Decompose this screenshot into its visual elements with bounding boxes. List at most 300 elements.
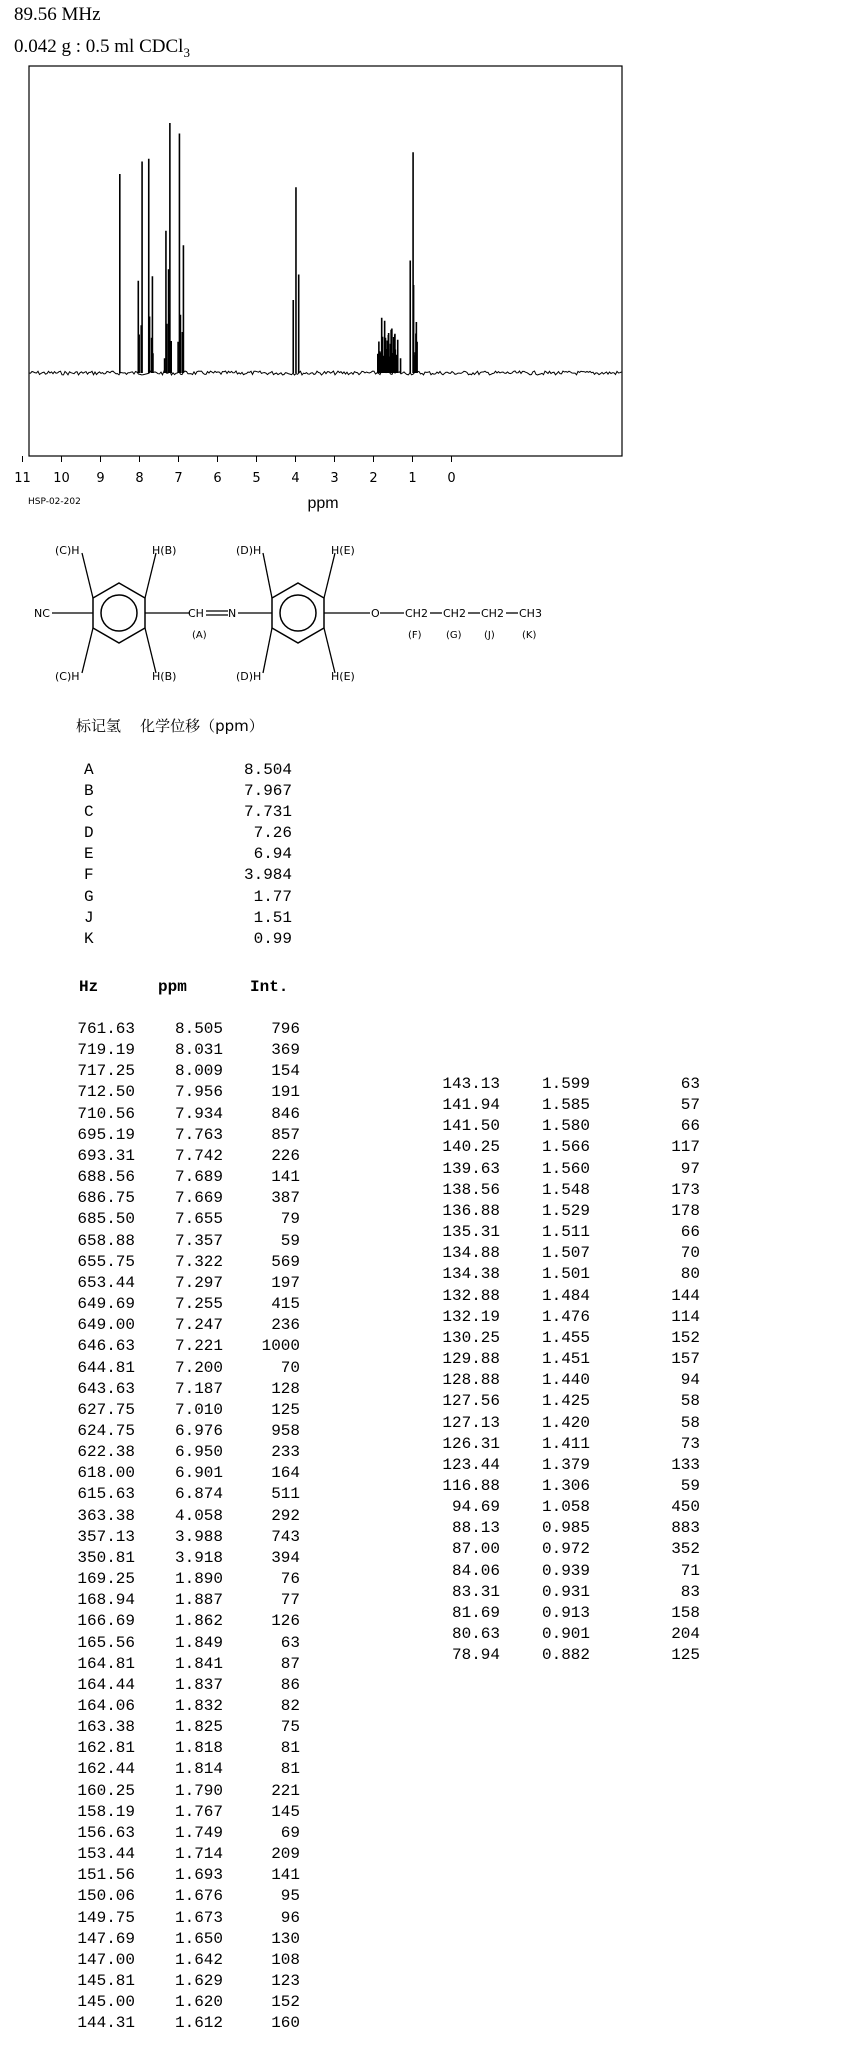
- peak-ppm: 1.642: [174, 1950, 223, 1969]
- peak-ppm: 6.976: [174, 1421, 223, 1440]
- peak-int: 511: [271, 1485, 300, 1504]
- peak-ppm: 8.031: [174, 1041, 223, 1060]
- peak-ppm: 1.887: [174, 1591, 223, 1610]
- peak-row: [0, 1802, 310, 1823]
- peak-int: 191: [271, 1083, 300, 1102]
- peak-ppm: 8.009: [174, 1062, 223, 1081]
- peak-row: [0, 1950, 310, 1971]
- peak-hz: 138.56: [442, 1180, 500, 1199]
- peak-ppm: 7.742: [174, 1146, 223, 1165]
- shift-row-label: J: [84, 908, 94, 927]
- peak-int: 569: [271, 1252, 300, 1271]
- peak-hz: 88.13: [451, 1519, 500, 1538]
- peak-hz: 143.13: [442, 1075, 500, 1093]
- peak-int: 352: [671, 1540, 700, 1559]
- peak-row: [0, 1104, 310, 1125]
- peak-hz: 127.13: [442, 1413, 500, 1432]
- peak-ppm: 0.931: [541, 1582, 590, 1601]
- peak-hz: 643.63: [77, 1379, 135, 1398]
- peak-hz: 144.31: [77, 2014, 135, 2033]
- peak-ppm: 1.511: [541, 1223, 590, 1242]
- peak-hz: 149.75: [77, 1908, 135, 1927]
- peak-ppm: 1.420: [541, 1413, 590, 1432]
- peak-hz: 164.44: [77, 1675, 135, 1694]
- peak-hz: 87.00: [451, 1540, 500, 1559]
- peak-ppm: 1.548: [541, 1180, 590, 1199]
- peak-row: [0, 1865, 310, 1886]
- peak-int: 117: [671, 1138, 700, 1157]
- peak-ppm: 1.585: [541, 1096, 590, 1115]
- shift-row-value: 6.94: [253, 845, 292, 864]
- peak-int: 59: [280, 1231, 300, 1250]
- peak-ppm: 7.297: [174, 1273, 223, 1292]
- benzene-ring-left: [93, 583, 145, 643]
- peak-hz: 162.44: [77, 1760, 135, 1779]
- peak-hz: 719.19: [77, 1041, 135, 1060]
- peak-row: [0, 1654, 310, 1675]
- peak-row: [0, 1590, 310, 1611]
- shift-row-value: 1.51: [253, 908, 292, 927]
- peak-int: 76: [280, 1570, 300, 1589]
- peak-hz: 168.94: [77, 1591, 135, 1610]
- peak-row: [0, 1717, 310, 1738]
- peak-int: 58: [680, 1392, 700, 1411]
- peak-hz: 646.63: [77, 1337, 135, 1356]
- peak-row: [0, 1548, 310, 1569]
- shift-row-value: 8.504: [243, 761, 292, 779]
- peak-int: 77: [280, 1591, 300, 1610]
- peak-row: [400, 1603, 710, 1624]
- peak-ppm: 1.507: [541, 1244, 590, 1263]
- peak-hz: 618.00: [77, 1464, 135, 1483]
- h-label-e-bottom: H(E): [331, 670, 355, 683]
- peak-row: [0, 1781, 310, 1802]
- peak-ppm: 1.451: [541, 1350, 590, 1369]
- peak-int: 125: [271, 1400, 300, 1419]
- peak-int: 81: [280, 1760, 300, 1779]
- peak-int: 883: [671, 1519, 700, 1538]
- peak-row: [0, 1929, 310, 1950]
- peak-row: [400, 1264, 710, 1285]
- shift-row-label: G: [84, 887, 94, 906]
- peak-row: [400, 1476, 710, 1497]
- peak-ppm: 1.560: [541, 1159, 590, 1178]
- peak-table-column-1: [0, 1019, 310, 2035]
- peak-int: 123: [271, 1972, 300, 1991]
- peak-int: 209: [271, 1845, 300, 1864]
- peak-int: 125: [671, 1646, 700, 1665]
- peak-row: [400, 1497, 710, 1518]
- peak-hz: 710.56: [77, 1104, 135, 1123]
- peak-ppm: 6.901: [174, 1464, 223, 1483]
- x-axis-label: ppm: [307, 495, 339, 512]
- shift-row-label: C: [84, 803, 94, 822]
- peak-row: [0, 1146, 310, 1167]
- x-tick-label: 3: [330, 471, 339, 486]
- shift-row: [76, 908, 292, 929]
- peak-row: [0, 1082, 310, 1103]
- peak-ppm: 1.411: [541, 1434, 590, 1453]
- peak-int: 145: [271, 1802, 300, 1821]
- peak-int: 94: [680, 1371, 700, 1390]
- peak-int: 958: [271, 1421, 300, 1440]
- peak-row: [0, 1167, 310, 1188]
- peak-ppm: 3.988: [174, 1527, 223, 1546]
- peak-hz: 80.63: [451, 1625, 500, 1644]
- peak-hz: 147.69: [77, 1929, 135, 1948]
- peak-ppm: 3.918: [174, 1548, 223, 1567]
- peak-ppm: 0.972: [541, 1540, 590, 1559]
- peak-hz: 145.00: [77, 1993, 135, 2012]
- peak-ppm: 1.440: [541, 1371, 590, 1390]
- shift-row-label: A: [84, 761, 94, 779]
- nmr-spectrum-chart: [0, 60, 850, 520]
- sub-label-g: (G): [446, 630, 462, 641]
- peak-hz: 169.25: [77, 1570, 135, 1589]
- peak-hz: 126.31: [442, 1434, 500, 1453]
- x-tick-label: 0: [447, 471, 456, 486]
- spectrometer-frequency: 89.56 MHz: [14, 4, 101, 25]
- peak-ppm: 7.956: [174, 1083, 223, 1102]
- peak-row: [400, 1137, 710, 1158]
- shift-row: [76, 802, 292, 823]
- sub-label-k: (K): [522, 630, 537, 641]
- peak-hz: 162.81: [77, 1739, 135, 1758]
- peak-row: [400, 1455, 710, 1476]
- shift-row-label: F: [84, 866, 94, 885]
- peak-row: [0, 1759, 310, 1780]
- peak-row: [0, 1738, 310, 1759]
- peak-int: 1000: [261, 1337, 300, 1356]
- peak-int: 394: [271, 1548, 300, 1567]
- x-tick-label: 2: [369, 471, 378, 486]
- peak-hz: 761.63: [77, 1020, 135, 1038]
- peak-int: 152: [671, 1328, 700, 1347]
- chain-ch2-g: CH2: [443, 607, 466, 620]
- peak-hz: 686.75: [77, 1189, 135, 1208]
- peak-row: [400, 1307, 710, 1328]
- peak-ppm: 4.058: [174, 1506, 223, 1525]
- imine-n-label: N: [228, 607, 237, 620]
- peak-int: 70: [280, 1358, 300, 1377]
- peak-hz: 141.94: [442, 1096, 500, 1115]
- peak-hz: 164.06: [77, 1697, 135, 1715]
- peak-int: 197: [271, 1273, 300, 1292]
- peak-hz: 166.69: [77, 1612, 135, 1631]
- peak-hz: 615.63: [77, 1485, 135, 1504]
- peak-int: 233: [271, 1443, 300, 1462]
- peak-int: 226: [271, 1146, 300, 1165]
- peak-int: 108: [271, 1950, 300, 1969]
- peak-row: [0, 1379, 310, 1400]
- peak-int: 141: [271, 1866, 300, 1885]
- peak-int: 87: [280, 1654, 300, 1673]
- peak-int: 158: [671, 1603, 700, 1622]
- peak-ppm: 1.501: [541, 1265, 590, 1284]
- shift-row-value: 7.967: [243, 782, 292, 801]
- peak-int: 152: [271, 1993, 300, 2012]
- peak-int: 63: [680, 1075, 700, 1093]
- peak-hz: 135.31: [442, 1223, 500, 1242]
- x-tick-label: 5: [252, 471, 261, 486]
- peak-ppm: 1.693: [174, 1866, 223, 1885]
- shift-row: [76, 929, 292, 950]
- x-tick-label: 10: [53, 471, 70, 486]
- peak-row: [0, 1675, 310, 1696]
- x-tick-label: 11: [14, 471, 31, 486]
- h-label-b-top: H(B): [152, 544, 177, 557]
- peak-row: [0, 1294, 310, 1315]
- shift-row-value: 0.99: [253, 929, 292, 948]
- peak-row: [400, 1391, 710, 1412]
- peak-hz: 156.63: [77, 1823, 135, 1842]
- peak-int: 83: [680, 1582, 700, 1601]
- peak-ppm: 1.837: [174, 1675, 223, 1694]
- shift-row-value: 1.77: [253, 887, 292, 906]
- peak-hz: 153.44: [77, 1845, 135, 1864]
- peak-hz: 712.50: [77, 1083, 135, 1102]
- peak-row: [0, 1336, 310, 1357]
- peak-int: 79: [280, 1210, 300, 1229]
- peak-row: [400, 1095, 710, 1116]
- peak-int: 69: [280, 1823, 300, 1842]
- peak-ppm: 1.306: [541, 1476, 590, 1495]
- peak-int: 857: [271, 1125, 300, 1144]
- peak-int: 126: [271, 1612, 300, 1631]
- peak-int: 846: [271, 1104, 300, 1123]
- peak-hz: 134.88: [442, 1244, 500, 1263]
- peak-table-column-2: [400, 1074, 710, 1666]
- h-label-e-top: H(E): [331, 544, 355, 557]
- peak-int: 178: [671, 1201, 700, 1220]
- peak-row: [400, 1413, 710, 1434]
- peak-hz: 644.81: [77, 1358, 135, 1377]
- peak-int: 82: [280, 1697, 300, 1715]
- peak-int: 133: [671, 1455, 700, 1474]
- peak-ppm: 7.322: [174, 1252, 223, 1271]
- peak-row: [400, 1434, 710, 1455]
- peak-int: 57: [680, 1096, 700, 1115]
- peak-row: [0, 1611, 310, 1632]
- shift-row-label: D: [84, 824, 94, 843]
- peak-row: [400, 1328, 710, 1349]
- peak-row: [0, 2013, 310, 2034]
- peak-ppm: 1.818: [174, 1739, 223, 1758]
- peak-row: [400, 1116, 710, 1137]
- peak-hz: 158.19: [77, 1802, 135, 1821]
- peak-ppm: 1.476: [541, 1307, 590, 1326]
- peak-ppm: 1.814: [174, 1760, 223, 1779]
- peak-ppm: 6.874: [174, 1485, 223, 1504]
- peak-hz: 165.56: [77, 1633, 135, 1652]
- x-tick-label: 7: [174, 471, 183, 486]
- peak-ppm: 1.529: [541, 1201, 590, 1220]
- peak-hz: 127.56: [442, 1392, 500, 1411]
- peak-row: [0, 1886, 310, 1907]
- peak-ppm: 1.790: [174, 1781, 223, 1800]
- peak-ppm: 1.832: [174, 1697, 223, 1715]
- peak-int: 130: [271, 1929, 300, 1948]
- peak-hz: 123.44: [442, 1455, 500, 1474]
- peak-hz: 140.25: [442, 1138, 500, 1157]
- chain-ch2-j: CH2: [481, 607, 504, 620]
- peak-row: [0, 1315, 310, 1336]
- x-tick-label: 6: [213, 471, 222, 486]
- peak-ppm: 1.767: [174, 1802, 223, 1821]
- peak-hz: 160.25: [77, 1781, 135, 1800]
- peak-hz: 151.56: [77, 1866, 135, 1885]
- peak-row: [0, 1358, 310, 1379]
- ether-o-label: O: [371, 607, 380, 620]
- peak-ppm: 1.849: [174, 1633, 223, 1652]
- peak-row: [400, 1243, 710, 1264]
- peak-ppm: 7.187: [174, 1379, 223, 1398]
- peak-hz: 134.38: [442, 1265, 500, 1284]
- peak-hz: 141.50: [442, 1117, 500, 1136]
- peak-ppm: 1.890: [174, 1570, 223, 1589]
- peak-ppm: 7.934: [174, 1104, 223, 1123]
- peak-ppm: 7.221: [174, 1337, 223, 1356]
- peak-int: 743: [271, 1527, 300, 1546]
- spectrum-trace: [29, 371, 622, 375]
- peak-ppm: 0.913: [541, 1603, 590, 1622]
- peak-int: 96: [280, 1908, 300, 1927]
- peak-row: [400, 1561, 710, 1582]
- peak-ppm: 1.841: [174, 1654, 223, 1673]
- sample-text: 0.042 g : 0.5 ml CDCl: [14, 36, 184, 57]
- peak-int: 144: [671, 1286, 700, 1305]
- h-label-c-bottom: (C)H: [55, 670, 80, 683]
- peak-row: [0, 1463, 310, 1484]
- peak-hz: 649.00: [77, 1316, 135, 1335]
- header-ppm: ppm: [158, 978, 187, 996]
- peak-ppm: 1.566: [541, 1138, 590, 1157]
- peak-row: [400, 1349, 710, 1370]
- shift-row-value: 3.984: [243, 866, 292, 885]
- peak-int: 369: [271, 1041, 300, 1060]
- peak-row: [400, 1624, 710, 1645]
- peak-ppm: 7.655: [174, 1210, 223, 1229]
- peak-row: [0, 1421, 310, 1442]
- peak-ppm: 1.825: [174, 1718, 223, 1737]
- peak-hz: 136.88: [442, 1201, 500, 1220]
- peak-hz: 653.44: [77, 1273, 135, 1292]
- peak-ppm: 1.599: [541, 1075, 590, 1093]
- x-tick-label: 8: [135, 471, 144, 486]
- peak-hz: 688.56: [77, 1168, 135, 1187]
- peak-row: [0, 1633, 310, 1654]
- x-axis-ticks: [14, 456, 455, 486]
- peak-int: 221: [271, 1781, 300, 1800]
- peak-row: [0, 1908, 310, 1929]
- peak-hz: 132.88: [442, 1286, 500, 1305]
- peak-int: 95: [280, 1887, 300, 1906]
- peak-row: [400, 1539, 710, 1560]
- peak-hz: 685.50: [77, 1210, 135, 1229]
- shift-row-value: 7.731: [243, 803, 292, 822]
- peak-int: 75: [280, 1718, 300, 1737]
- shift-row: [76, 887, 292, 908]
- peak-hz: 78.94: [451, 1646, 500, 1665]
- peak-hz: 83.31: [451, 1582, 500, 1601]
- peak-row: [400, 1582, 710, 1603]
- peak-row: [0, 1844, 310, 1865]
- peak-row: [0, 1971, 310, 1992]
- shift-row: [76, 823, 292, 844]
- peak-int: 173: [671, 1180, 700, 1199]
- peak-int: 114: [671, 1307, 700, 1326]
- peak-ppm: 1.862: [174, 1612, 223, 1631]
- peak-ppm: 1.673: [174, 1908, 223, 1927]
- peak-ppm: 7.689: [174, 1168, 223, 1187]
- peak-row: [400, 1201, 710, 1222]
- sample-subscript: 3: [183, 44, 190, 60]
- peak-row: [400, 1645, 710, 1666]
- peak-hz: 147.00: [77, 1950, 135, 1969]
- peak-int: 73: [680, 1434, 700, 1453]
- peak-row: [400, 1074, 710, 1095]
- peak-int: 71: [680, 1561, 700, 1580]
- peak-int: 157: [671, 1350, 700, 1369]
- imine-ch-label: CH: [188, 607, 204, 620]
- peak-int: 164: [271, 1464, 300, 1483]
- shift-row-label: K: [84, 929, 94, 948]
- shift-row: [76, 760, 292, 781]
- peak-ppm: 1.714: [174, 1845, 223, 1864]
- peak-int: 63: [280, 1633, 300, 1652]
- peak-ppm: 1.612: [174, 2014, 223, 2033]
- peak-hz: 649.69: [77, 1295, 135, 1314]
- peak-hz: 150.06: [77, 1887, 135, 1906]
- peak-ppm: 0.882: [541, 1646, 590, 1665]
- peak-int: 141: [271, 1168, 300, 1187]
- peak-row: [0, 1231, 310, 1252]
- peak-row: [0, 1506, 310, 1527]
- peak-hz: 116.88: [442, 1476, 500, 1495]
- peak-hz: 163.38: [77, 1718, 135, 1737]
- chemical-shift-table: [76, 715, 292, 950]
- peak-ppm: 7.763: [174, 1125, 223, 1144]
- peak-ppm: 0.985: [541, 1519, 590, 1538]
- peak-hz: 695.19: [77, 1125, 135, 1144]
- peak-ppm: 1.455: [541, 1328, 590, 1347]
- shift-header-shift: 化学位移（ppm）: [140, 717, 264, 735]
- peak-int: 97: [680, 1159, 700, 1178]
- peak-hz: 717.25: [77, 1062, 135, 1081]
- peak-ppm: 7.200: [174, 1358, 223, 1377]
- peak-int: 59: [680, 1476, 700, 1495]
- peak-row: [0, 1252, 310, 1273]
- peak-row: [400, 1286, 710, 1307]
- x-tick-label: 9: [96, 471, 105, 486]
- peak-int: 796: [271, 1020, 300, 1038]
- peak-hz: 130.25: [442, 1328, 500, 1347]
- peak-hz: 624.75: [77, 1421, 135, 1440]
- shift-row-label: E: [84, 845, 94, 864]
- peak-ppm: 7.357: [174, 1231, 223, 1250]
- shift-row-value: 7.26: [253, 824, 292, 843]
- chain-ch2-f: CH2: [405, 607, 428, 620]
- peak-ppm: 0.901: [541, 1625, 590, 1644]
- peak-hz: 350.81: [77, 1548, 135, 1567]
- peak-hz: 139.63: [442, 1159, 500, 1178]
- peak-row: [0, 1527, 310, 1548]
- peak-row: [0, 1442, 310, 1463]
- peak-hz: 363.38: [77, 1506, 135, 1525]
- peak-hz: 128.88: [442, 1371, 500, 1390]
- peak-row: [0, 1484, 310, 1505]
- peak-row: [0, 1696, 310, 1717]
